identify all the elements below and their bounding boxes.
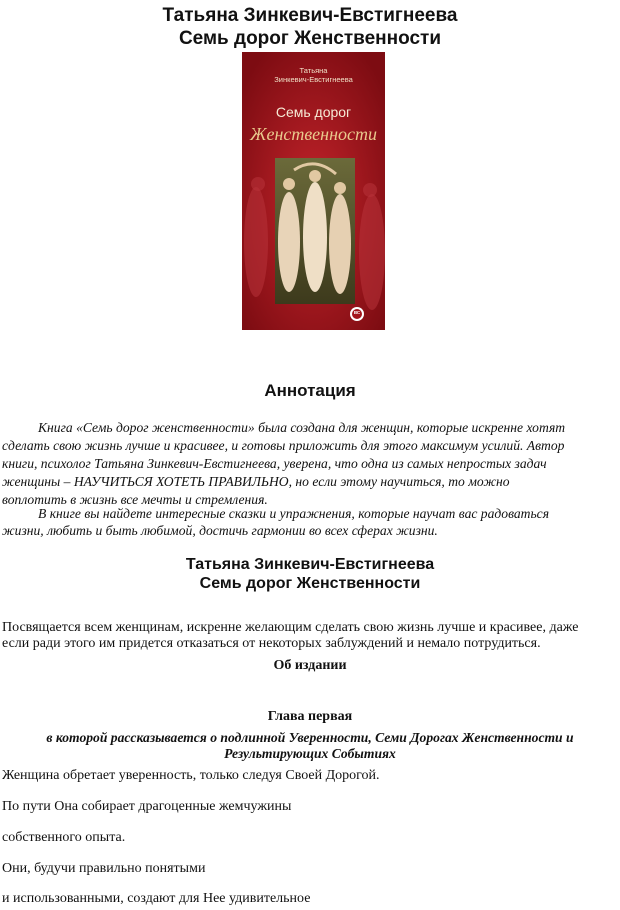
section-book-title: Семь дорог Женственности xyxy=(199,575,421,592)
book-cover-image xyxy=(242,52,385,330)
page-author-title: Татьяна Зинкевич-Евстигнеева xyxy=(162,5,458,26)
cover-artwork xyxy=(242,52,385,330)
body-line: собственного опыта. xyxy=(2,830,126,845)
body-line: и использованными, создают для Нее удивительное xyxy=(2,891,311,906)
cover-author xyxy=(242,66,385,84)
chapter-subtitle-line1: в которой рассказывается о подлинной Уверенности, Семи Дорогах Женственности и xyxy=(46,730,574,745)
edition-heading: Об издании xyxy=(273,658,347,673)
annotation-line: Книга «Семь дорог женственности» была создана для женщин, которые искренне хотят xyxy=(38,420,566,435)
annotation-heading: Аннотация xyxy=(264,381,356,400)
annotation-line: В книге вы найдете интересные сказки и упражнения, которые научат вас радоваться xyxy=(38,506,550,521)
annotation-line: книги, психолог Татьяна Зинкевич-Евстигнеева, уверена, что одна из самых непростых задач xyxy=(2,456,547,471)
chapter-heading: Глава первая xyxy=(267,709,353,724)
body-line: Женщина обретает уверенность, только следуя Своей Дорогой. xyxy=(2,768,380,783)
section-author-title: Татьяна Зинкевич-Евстигнеева xyxy=(185,556,435,573)
annotation-line: воплотить в жизнь все мечты и стремления. xyxy=(2,492,268,507)
annotation-line: жизни, любить и быть любимой, достичь гармонии во всех сферах жизни. xyxy=(2,523,438,538)
dedication-line2: если ради этого им придется отказаться от некоторых заблуждений и немало потрудиться. xyxy=(2,636,541,651)
page-book-title: Семь дорог Женственности xyxy=(178,28,442,49)
body-line: Они, будучи правильно понятыми xyxy=(2,861,206,876)
annotation-line: сделать свою жизнь лучше и красивее, и готовы приложить для этого максимум усилий. Автор xyxy=(2,438,565,453)
cover-title-line2: Женственности xyxy=(249,124,378,144)
annotation-line: женщины – НАУЧИТЬСЯ ХОТЕТЬ ПРАВИЛЬНО, но если этому научиться, то можно xyxy=(2,474,510,489)
cover-author-line2: Зинкевич-Евстигнеева xyxy=(274,75,353,84)
body-line: По пути Она собирает драгоценные жемчужины xyxy=(2,799,292,814)
dedication-line1: Посвящается всем женщинам, искренне желающим сделать свою жизнь лучше и красивее, даже xyxy=(2,620,579,635)
cover-title-line1: Семь дорог xyxy=(275,104,352,120)
publisher-mark: ВС xyxy=(353,310,361,315)
cover-author-line1: Татьяна xyxy=(299,66,328,75)
chapter-subtitle-line2: Результирующих Событиях xyxy=(224,746,396,761)
